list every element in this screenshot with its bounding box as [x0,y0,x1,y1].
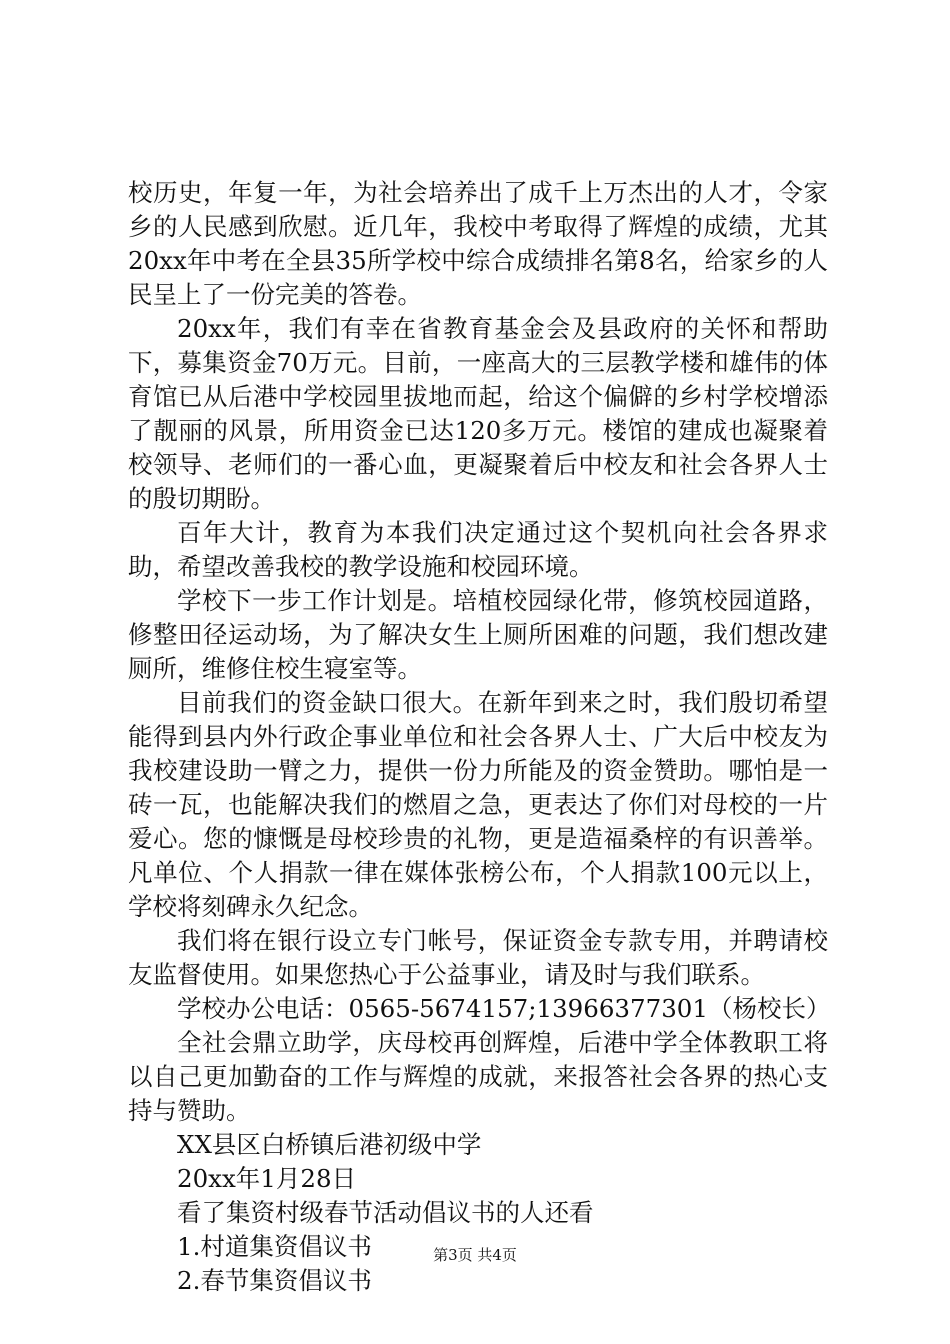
paragraph-contact-phone: 学校办公电话：0565-5674157;13966377301（杨校长） [177,994,831,1023]
paragraph-appeal: 百年大计，教育为本我们决定通过这个契机向社会各界求助，希望改善我校的教学设施和校园环境。 [128,518,828,581]
paragraph-work-plan: 学校下一步工作计划是。培植校园绿化带，修筑校园道路，修整田径运动场，为了解决女生上厕所困难的问题，我们想改建厕所，维修住校生寝室等。 [128,586,828,683]
paragraph-closing: 全社会鼎立助学，庆母校再创辉煌，后港中学全体教职工将以自己更加勤奋的工作与辉煌的成就，来报答社会各界的热心支持与赞助。 [128,1028,828,1125]
related-item-1[interactable]: 1.村道集资倡议书 [177,1232,372,1261]
related-heading: 看了集资村级春节活动倡议书的人还看 [177,1198,594,1227]
paragraph-bank-account: 我们将在银行设立专门帐号，保证资金专款专用，并聘请校友监督使用。如果您热心于公益事业，请及时与我们联系。 [128,926,828,989]
paragraph-fundraising: 20xx年，我们有幸在省教育基金会及县政府的关怀和帮助下，募集资金70万元。目前，一座高大的三层教学楼和雄伟的体育馆已从后港中学校园里拔地而起，给这个偏僻的乡村学校增添了靓丽的风景，所用资金已达120多万元。楼馆的建成也凝聚着校领导、老师们的一番心血，更凝聚着后中校友和社会各界人士的殷切期盼。 [128,314,828,513]
related-item-2[interactable]: 2.春节集资倡议书 [177,1266,372,1295]
page-footer [0,1245,950,1265]
document-body [128,176,831,1298]
signature-date: 20xx年1月28日 [177,1164,357,1193]
paragraph-school-history: 校历史，年复一年，为社会培养出了成千上万杰出的人才，令家乡的人民感到欣慰。近几年，我校中考取得了辉煌的成绩，尤其20xx年中考在全县35所学校中综合成绩排名第8名，给家乡的人民呈上了一份完美的答卷。 [128,178,828,309]
signature-school: XX县区白桥镇后港初级中学 [177,1130,482,1159]
page-number: 第3页 共4页 [433,1246,517,1264]
paragraph-funding-gap: 目前我们的资金缺口很大。在新年到来之时，我们殷切希望能得到县内外行政企事业单位和社会各界人士、广大后中校友为我校建设助一臂之力，提供一份力所能及的资金赞助。哪怕是一砖一瓦，也能解决我们的燃眉之急，更表达了你们对母校的一片爱心。您的慷慨是母校珍贵的礼物，更是造福桑梓的有识善举。凡单位、个人捐款一律在媒体张榜公布，个人捐款100元以上，学校将刻碑永久纪念。 [128,688,828,921]
